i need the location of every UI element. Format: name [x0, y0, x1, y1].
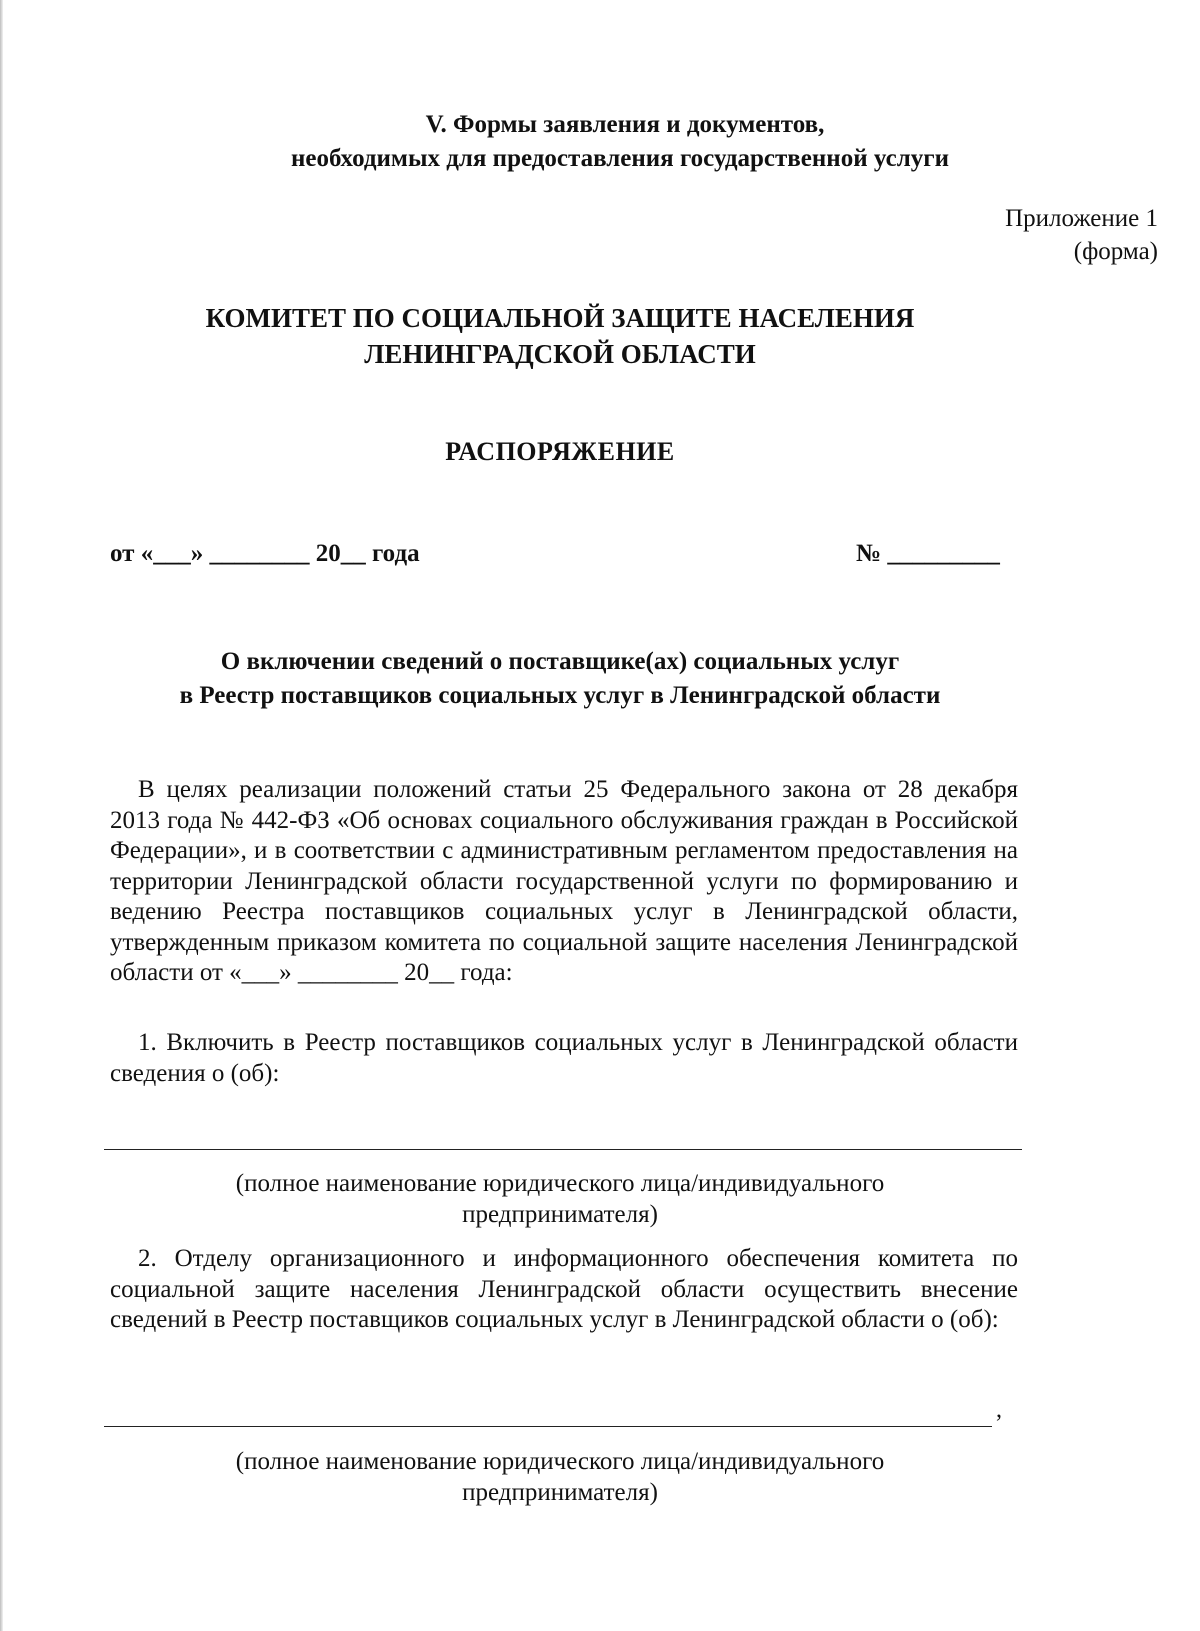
caption-1-line1: (полное наименование юридического лица/индивидуального — [235, 1170, 885, 1197]
item-2-paragraph: 2. Отделу организационного и информационного обеспечения комитета по социальной защите населения Ленинградской области осуществить внесение сведений в Реестр поставщиков социальных услуг в Ленинградской области о (об): — [110, 1245, 1018, 1333]
section-heading-line1: V. Формы заявления и документов, — [425, 111, 825, 138]
subject-line1: О включении сведений о поставщике(ах) социальных услуг — [220, 648, 900, 675]
fill-in-caption-2 — [110, 1446, 1010, 1508]
caption-1-line2: предпринимателя) — [462, 1201, 658, 1228]
annex-label — [1005, 202, 1158, 268]
item-1-paragraph: 1. Включить в Реестр поставщиков социальных услуг в Ленинградской области сведения о (об): — [110, 1029, 1018, 1087]
caption-2-line2: предпринимателя) — [462, 1479, 658, 1506]
section-heading-line2: необходимых для предоставления государственной услуги — [291, 145, 949, 172]
subject-line2: в Реестр поставщиков социальных услуг в Ленинградской области — [179, 682, 941, 709]
annex-number: Приложение 1 — [1005, 205, 1158, 232]
annex-form: (форма) — [1073, 238, 1158, 265]
section-heading — [120, 108, 1120, 176]
fill-in-line-1 — [104, 1149, 1022, 1150]
caption-2-line1: (полное наименование юридического лица/индивидуального — [235, 1448, 885, 1475]
committee-name — [110, 300, 1010, 372]
committee-name-line2: ЛЕНИНГРАДСКОЙ ОБЛАСТИ — [364, 339, 756, 369]
subject-title — [110, 645, 1010, 713]
number-line: № _________ — [856, 540, 1000, 567]
document-type: РАСПОРЯЖЕНИЕ — [445, 437, 675, 466]
fill-in-caption-1 — [110, 1168, 1010, 1230]
preamble-paragraph: В целях реализации положений статьи 25 Федерального закона от 28 декабря 2013 года № 442-ФЗ «Об основах социального обслуживания граждан в Российской Федерации», и в соответствии с административным регламентом предоставления на территории Ленинградской области государственной услуги по формированию и ведению Реестра поставщиков социальных услуг в Ленинградской области, утвержденным приказом комитета по социальной защите населения Ленинградской области от «___» ________ 20__ года: — [110, 776, 1018, 986]
scan-edge — [0, 0, 3, 1631]
date-line: от «___» ________ 20__ года — [110, 540, 420, 567]
fill-in-line-2 — [104, 1426, 992, 1427]
trailing-comma: , — [996, 1397, 1002, 1423]
committee-name-line1: КОМИТЕТ ПО СОЦИАЛЬНОЙ ЗАЩИТЕ НАСЕЛЕНИЯ — [205, 303, 915, 333]
